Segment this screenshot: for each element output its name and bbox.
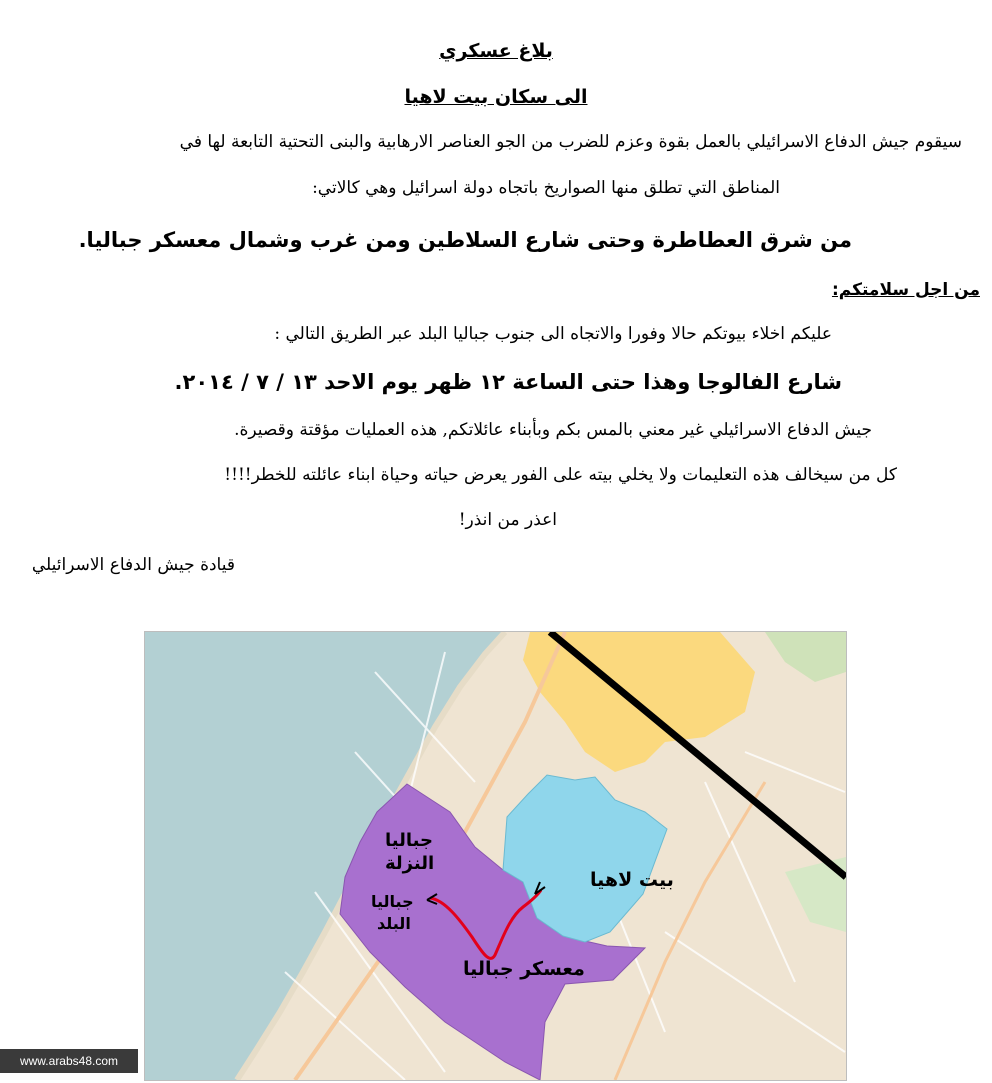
evacuation-instruction: عليكم اخلاء بيوتكم حالا وفورا والاتجاه الى جنوب جباليا البلد عبر الطريق التالي : bbox=[274, 324, 832, 344]
civilians-statement: جيش الدفاع الاسرائيلي غير معني بالمس بكم وبأبناء عائلاتكم, هذه العمليات مؤقتة وقصيرة. bbox=[234, 420, 872, 440]
evacuation-map bbox=[144, 631, 847, 1081]
label-jabalia-nazla-1: جباليا bbox=[385, 830, 433, 851]
targeted-area: من شرق العطاطرة وحتى شارع السلاطين ومن غرب وشمال معسكر جباليا. bbox=[78, 228, 852, 252]
notice-title: بلاغ عسكري bbox=[439, 40, 553, 62]
label-jabalia-nazla-2: النزلة bbox=[385, 853, 435, 874]
label-jabalia-balad-1: جباليا bbox=[371, 892, 414, 911]
notice-subtitle: الى سكان بيت لاهيا bbox=[404, 86, 588, 108]
warning-statement: كل من سيخالف هذه التعليمات ولا يخلي بيته على الفور يعرض حياته وحياة ابناء عائلته للخطر!!!! bbox=[224, 465, 897, 485]
evacuation-route: شارع الفالوجا وهذا حتى الساعة ١٢ ظهر يوم الاحد ١٣ / ٧ / ٢٠١٤. bbox=[174, 370, 842, 394]
intro-line-2: المناطق التي تطلق منها الصواريخ باتجاه دولة اسرائيل وهي كالاتي: bbox=[312, 178, 780, 198]
label-jabalia-camp: معسكر جباليا bbox=[463, 958, 585, 980]
signature: قيادة جيش الدفاع الاسرائيلي bbox=[31, 555, 235, 575]
closing-statement: اعذر من انذر! bbox=[458, 510, 557, 530]
label-beit-lahia: بيت لاهيا bbox=[590, 869, 674, 891]
label-jabalia-balad-2: البلد bbox=[377, 914, 411, 933]
site-watermark: www.arabs48.com bbox=[0, 1049, 138, 1073]
map-canvas bbox=[145, 632, 846, 1080]
safety-heading: من اجل سلامتكم: bbox=[831, 280, 980, 300]
intro-line-1: سيقوم جيش الدفاع الاسرائيلي بالعمل بقوة وعزم للضرب من الجو العناصر الارهابية والبنى التحتية التابعة لها في bbox=[179, 132, 962, 152]
